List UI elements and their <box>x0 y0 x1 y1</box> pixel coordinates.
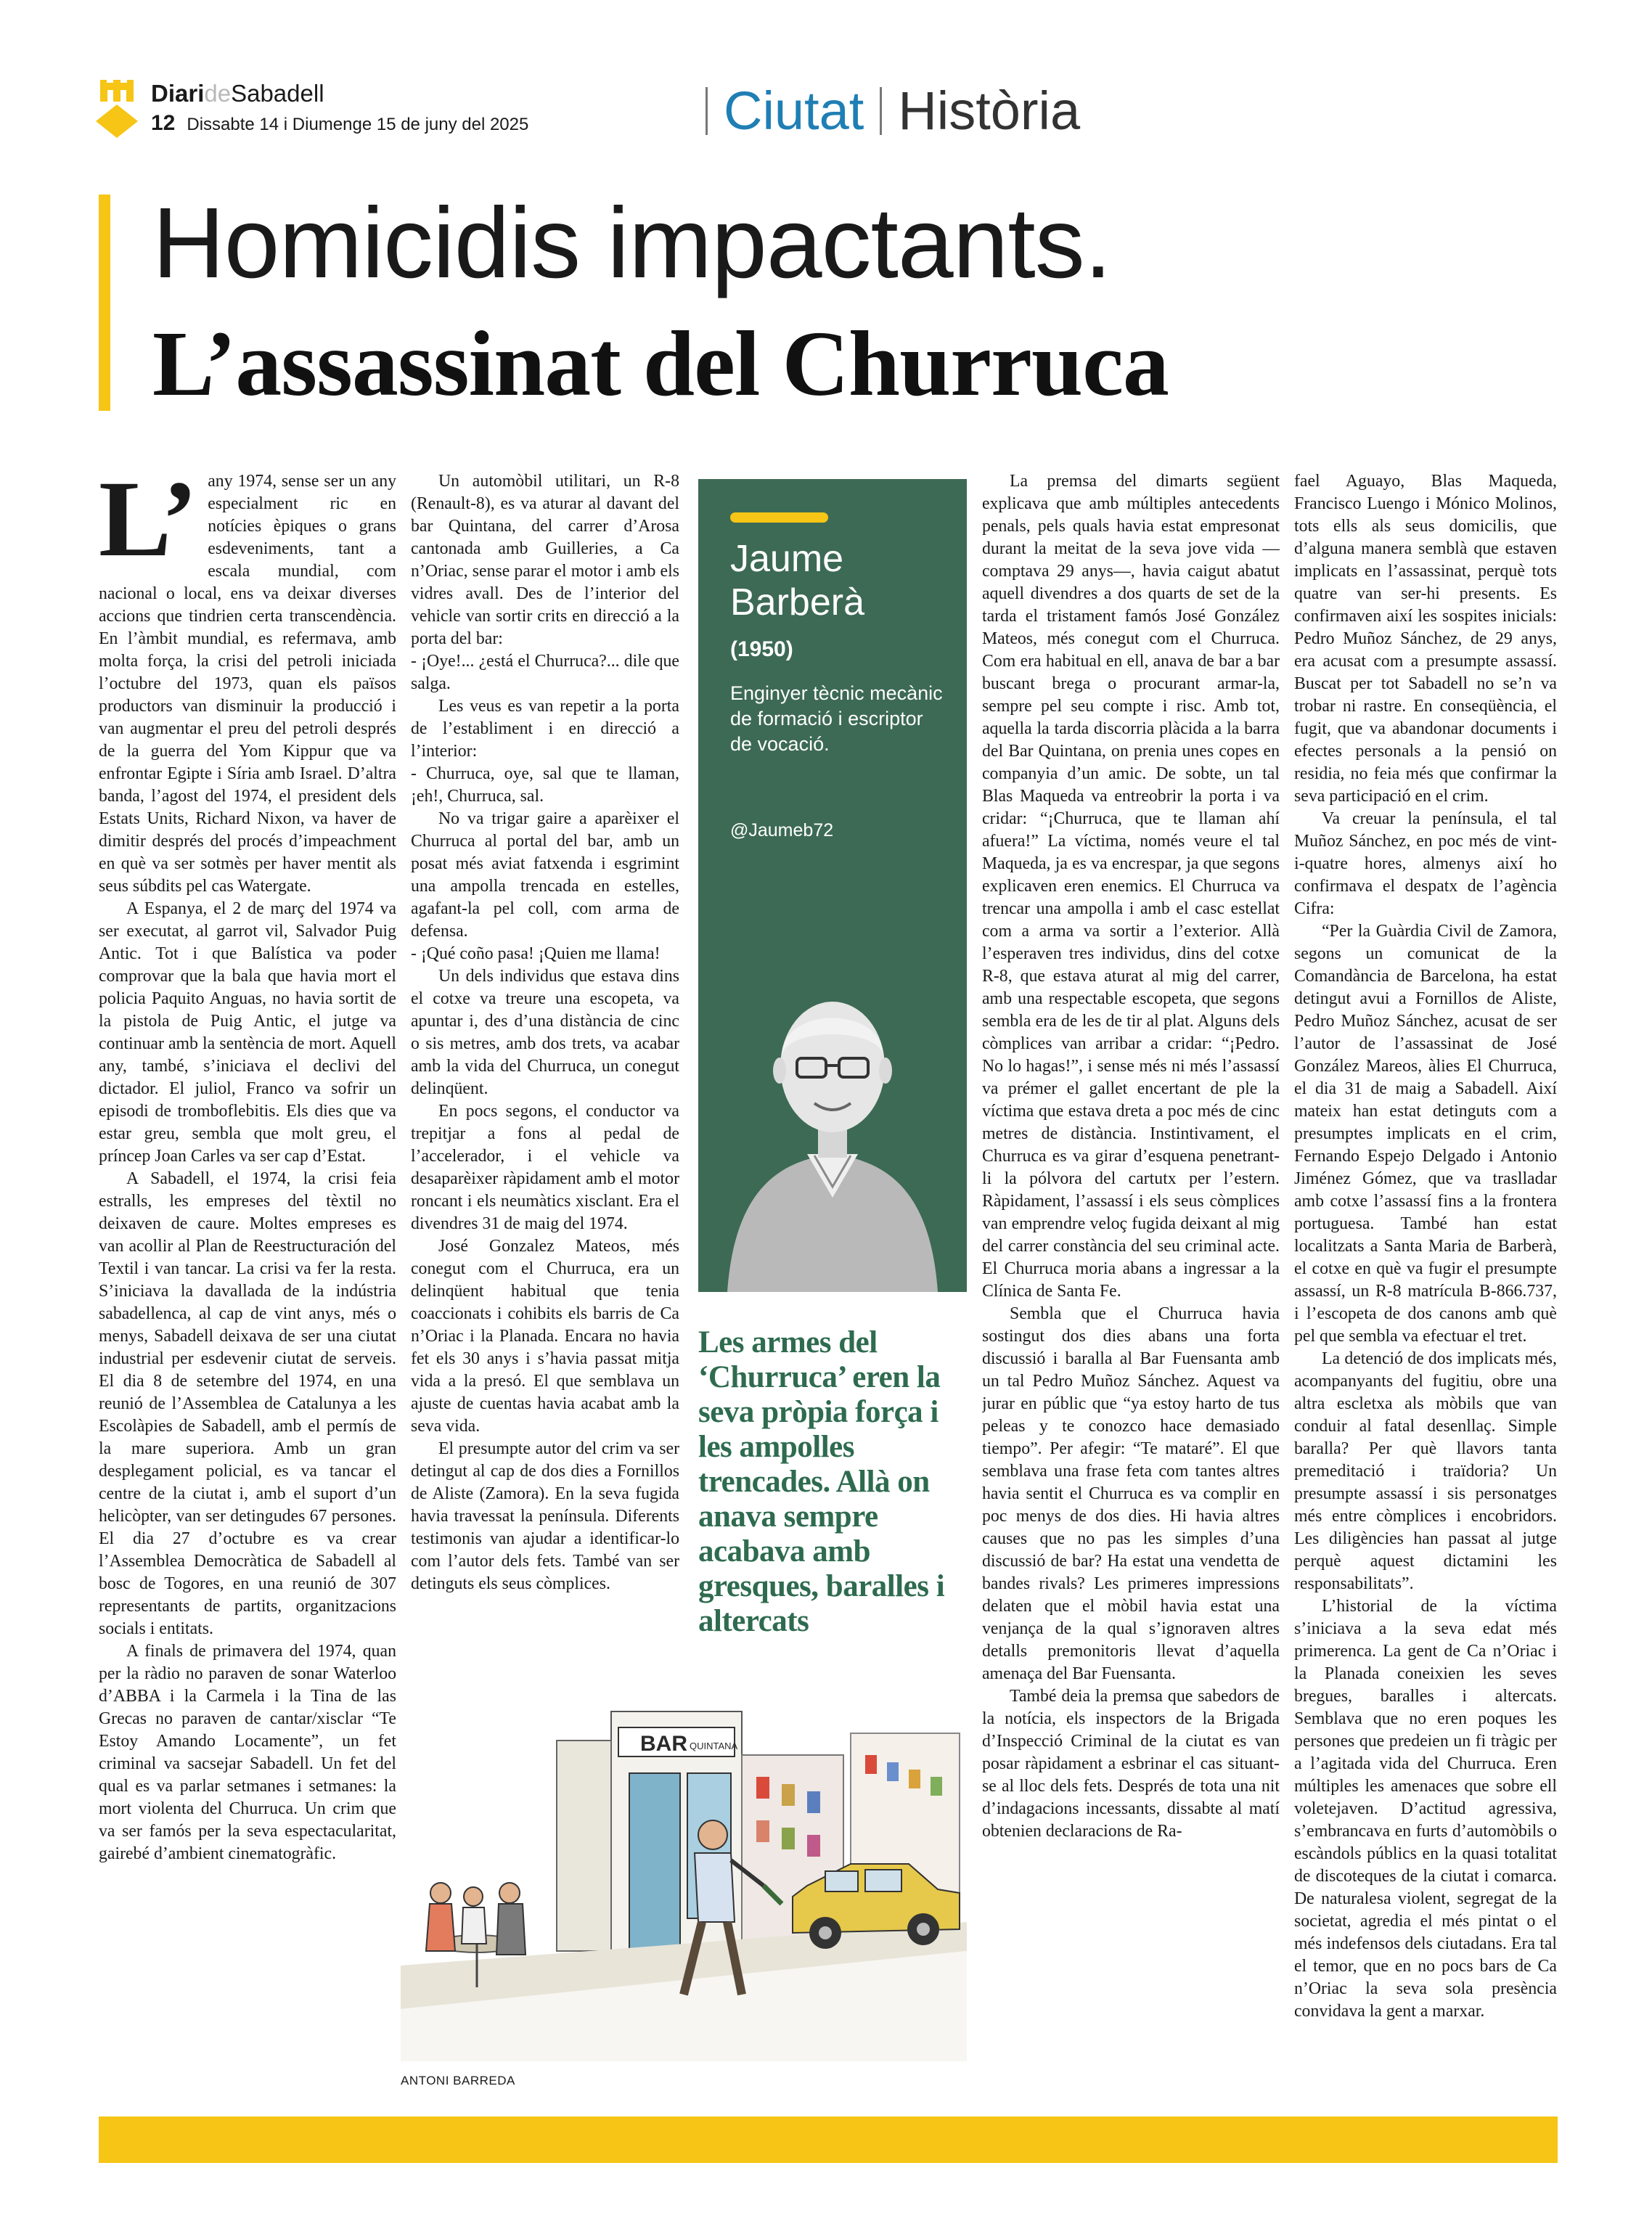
brand-rest: Sabadell <box>231 80 324 107</box>
section-header <box>690 80 1080 142</box>
paragraph: La premsa del dimarts següent explicava que amb múltiples antecedents penals, pels quals havia estat empresonat durant la meitat de la seva jove vida —comptava 29 anys—, havia caigut abatut aquell divendres a dos quarts de set de la tarda el tristament famós José González Mateos, més conegut com el Churruca. Com era habitual en ell, anava de bar a bar buscant brega o procurant armar-la, sempre pel seu compte i risc. Amb tot, aquella la tarda discorria plàcida a la barra del Bar Quintana, on prenia unes copes en companyia d’un amic. De sobte, un tal Blas Maqueda va entreobrir la porta i va cridar: “¡Churruca, que te llaman ahí afuera!” La víctima, només veure el tal Maqueda, ja es va encrespar, ja que segons explicaven eren enemics. El Churruca va trencar una ampolla i amb el casc estellat com a arma va sortir a l’exterior. Allà l’esperaven tres individus, dins del cotxe R-8, que estava aturat al mig del carrer, amb una respectable escopeta, que segons sembla era de les de tir al plat. Alguns dels còmplices van arribar a cridar: “¡Pedro. No lo hagas!”, i sense més ni més l’assassí va prémer el gallet encertant de ple la víctima que estava dreta a poc més de cinc metres de distància. Instintivament, el Churruca es va girar d’esquena penetrant-li la pólvora del cartutx per l’estern. Ràpidament, l’assassí i els seus còmplices van emprendre veloç fugida deixant al mig del carrer constància del seu criminal acte. El Churruca moria abans a ingressar a la Clínica de Santa Fe. <box>982 472 1280 1301</box>
paragraph: La detenció de dos implicats més, acompanyants del fugitiu, obre una altra escletxa als mòbils que van conduir al fatal desenllaç. Simple baralla? Per què llavors tanta premeditació i traïdoria? Un presumpte assassí i sis personatges més entre còmplices i encobridors. Les diligències han passat al jutge perquè aquest dictamini les responsabilitats”. <box>1294 1349 1557 1593</box>
paragraph: Va creuar la península, el tal Muñoz Sánchez, en poc més de vint-i-quatre hores, almenys així ho confirmava el despatx de l’agència Cifra: <box>1294 809 1557 918</box>
dialogue-line: - Churruca, oye, sal que te llaman, ¡eh!, Churruca, sal. <box>411 764 679 806</box>
brand-name <box>151 80 324 107</box>
paragraph: Un dels individus que estava dins el cotxe va treure una escopeta, va apuntar i, des d’una distància de cinc o sis metres, amb dos trets, va acabar amb la vida del Churruca, un conegut delinqüent. <box>411 967 679 1098</box>
article-column-4 <box>982 470 1280 2078</box>
issue-date: Dissabte 14 i Diumenge 15 de juny del 2025 <box>187 115 529 134</box>
section-divider <box>880 87 882 135</box>
dialogue-line: - ¡Oye!... ¿está el Churruca?... dile que salga. <box>411 652 679 693</box>
author-photo <box>698 886 967 1292</box>
page-number: 12 <box>151 111 176 135</box>
paragraph: Les veus es van repetir a la porta de l’establiment i en direcció a l’interior: <box>411 697 679 761</box>
paragraph: fael Aguayo, Blas Maqueda, Francisco Luengo i Mónico Molinos, tots ells als seus domicilis, que d’alguna manera semblà que estaven implicats en l’assassinat, perquè tots quatre van ser-hi presents. Es confirmaven així les sospites inicials: Pedro Muñoz Sánchez, de 29 anys, era acusat com a presumpte assassí. Buscat per tot Sabadell no se’n va trobar ni rastre. En conseqüència, el fugit, que va abandonar documents i efectes personals a la pensió on residia, no feia més que confirmar la seva participació en el crim. <box>1294 472 1557 806</box>
paragraph: José Gonzalez Mateos, més conegut com el Churruca, era un delinqüent habitual que tenia coaccionats i cohibits els barris de Ca n’Oriac i la Planada. Encara no havia fet els 30 anys i s’havia passat mitja vida a la presó. El que semblava un ajuste de cuentas havia acabat amb la seva vida. <box>411 1237 679 1436</box>
dialogue-line: - ¡Qué coño pasa! ¡Quien me llama! <box>411 944 661 963</box>
section-divider <box>706 87 708 135</box>
page-info <box>151 111 528 136</box>
headline-line2: L’assassinat del Churruca <box>152 312 1169 415</box>
article-column-2 <box>411 470 679 1646</box>
paragraph: Un automòbil utilitari, un R-8 (Renault-8), es va aturar al davant del bar Quintana, del carrer d’Arosa cantonada amb Guilleries, a Ca n’Oriac, sense parar el motor i amb els vidres avall. Des de l’interior del vehicle van sortir crits en direcció a la porta del bar: <box>411 472 679 648</box>
subsection-name: Història <box>898 81 1081 141</box>
paragraph: “Per la Guàrdia Civil de Zamora, segons un comunicat de la Comandància de Barcelona, ha estat detingut avui a Fornillos de Aliste, Pedro Muñoz Sánchez, acusat de ser l’autor de l’assassinat de José González Mareos, àlies El Churruca, el dia 31 de maig a Sabadell. Així mateix han estat detinguts com a presumptes implicats en el crim, Fernando Espejo Delgado i Antonio Jiménez Gómez, que va traslladar amb cotxe l’assassí fins a la frontera portuguesa. També han estat localitzats a Santa Maria de Barberà, el cotxe en què va fugir el presumpte assassí, un R-8 matrícula B-866.737, i l’escopeta de dos canons amb què pel que sembla va efectuar el tret. <box>1294 922 1557 1346</box>
author-accent-bar <box>730 512 828 523</box>
article-column-5 <box>1294 470 1557 2078</box>
paragraph: L’historial de la víctima s’iniciava a la seva edat més primerenca. La gent de Ca n’Oriac i la Planada coneixien les seves bregues, baralles i altercats. Semblava que no eren poques les persones que predeien un fi tràgic per a l’agitada vida del Churruca. Eren múltiples les amenaces que sobre ell voletejaven. D’actitud agressiva, s’embrancava en furts d’automòbils o escàndols públics en la quasi totalitat de discoteques de la ciutat i comarca. De naturalesa violent, segregat de la societat, agredia el més pintat o el més indefensos dels ciutadans. Era tal el temor, que en no pocs bars de Ca n’Oriac la seva sola presència convidava la gent a marxar. <box>1294 1597 1557 2021</box>
paragraph: A finals de primavera del 1974, quan per la ràdio no paraven de sonar Waterloo d’ABBA i la Carmela i la Tina de las Grecas no paraven de cantar/xisclar “Te Estoy Amando Locamente”, un fet criminal va sacsejar Sabadell. Un fet del qual es va parlar setmanes i setmanes: la mort violenta del Churruca. Un crim que va ser famós per la seva espectacularitat, gairebé d’ambient cinematogràfic. <box>99 1642 396 1863</box>
paragraph: No va trigar gaire a aparèixer el Churruca al portal del bar, amb un posat més aviat fatxenda i esgrimint una ampolla trencada en estelles, agafant-la pel coll, com arma de defensa. <box>411 809 679 941</box>
author-bio: Enginyer tècnic mecànic de formació i escriptor de vocació. <box>730 682 943 755</box>
paragraph: El presumpte autor del crim va ser detingut al cap de dos dies a Fornillos de Aliste (Zamora). En la seva fugida havia travessat la península. Diferents testimonis van ajudar a identificar-lo com l’autor dels fets. També van ser detinguts els seus còmplices. <box>411 1439 679 1593</box>
paragraph: A Sabadell, el 1974, la crisi feia estralls, les empreses del tèxtil no deixaven de caure. Moltes empreses es van acollir al Plan de Reestructuración del Textil i van tancar. La crisi va fer la resta. S’iniciava la davallada de la indústria sabadellenca, al cap de vint anys, més o menys, Sabadell deixava de ser una ciutat industrial per esdevenir ciutat de serveis. El dia 8 de setembre del 1974, en una reunió de l’Assemblea de Catalunya a les Escolàpies de Sabadell, amb el permís de la mare superiora. Amb un gran desplegament policial, es va tancar el centre de la ciutat i, amb el suport d’un helicòpter, van ser detingudes 67 persones. El dia 27 d’octubre es va crear l’Assemblea Democràtica de Sabadell al bosc de Togores, en una reunió de 307 representants de partits, organitzacions socials i entitats. <box>99 1169 396 1638</box>
brand-bold: Diari <box>151 80 205 107</box>
headline-line1: Homicidis impactants. <box>152 187 1112 299</box>
section-name: Ciutat <box>724 81 864 141</box>
author-box <box>698 479 967 1292</box>
article-column-1 <box>99 470 396 2078</box>
author-first-name: Jaume <box>730 538 844 580</box>
headline-accent-bar <box>99 195 110 411</box>
paragraph: Sembla que el Churruca havia sostingut dos dies abans una forta discussió i baralla al Bar Fuensanta amb un tal Pedro Muñoz Sánchez. Aquest va jurar en públic que “ya estoy harto de tus peleas y te conozco hace demasiado tiempo”. Per afegir: “Te mataré”. El que semblava una frase feta com tantes altres havia sentit el Churruca es va complir en poc menys de dos dies. Hi havia altres causes que no pas les simples d’una discussió de bar? Ha estat una vendetta de bandes rivals? Les primeres impressions delaten que el mòbil havia estat una venjança de la qual s’ignoraven altres detalls premonitoris llevat d’aquella amenaça del Bar Fuensanta. <box>982 1304 1280 1683</box>
illustration-credit: ANTONI BARREDA <box>401 2074 515 2087</box>
bar-quintana-illustration <box>401 1646 967 2061</box>
author-last-name: Barberà <box>730 581 864 623</box>
bar-sign-name: QUINTANA <box>690 1741 738 1751</box>
author-handle: @Jaumeb72 <box>730 820 834 841</box>
brand-light: de <box>204 80 232 107</box>
diari-logo-icon <box>94 80 139 138</box>
bar-sign: BAR <box>640 1732 687 1756</box>
pull-quote: Les armes del ‘Churruca’ eren la seva pròpia força i les ampolles trencades. Allà on anava sempre acabava amb gresques, baralles i altercats <box>698 1325 945 1638</box>
drop-cap: L’ <box>99 470 198 579</box>
author-birth-year: (1950) <box>730 637 793 661</box>
author-name <box>730 537 864 624</box>
footer-accent-bar <box>99 2116 1558 2163</box>
paragraph: A Espanya, el 2 de març del 1974 va ser executat, al garrot vil, Salvador Puig Antic. Tot i que Balística va poder comprovar que la bala que havia mort el policia Paquito Anguas, no havia sortit de la pistola de Puig Antic, el jutge va continuar amb la sentència de mort. Aquell any, també, s’iniciava el declivi del dictador. El juliol, Franco va sofrir un episodi de tromboflebitis. Els dies que va estar greu, sembla que molt greu, el príncep Joan Carles va ser cap d’Estat. <box>99 899 396 1166</box>
paragraph: També deia la premsa que sabedors de la notícia, els inspectors de la Brigada d’Inspecció Criminal de la ciutat es van posar ràpidament a esbrinar el cas situant-se al lloc dels fets. Després de tota una nit d’indagacions incessants, dissabte al matí obtenien declaracions de Ra- <box>982 1687 1280 1841</box>
paragraph: any 1974, sense ser un any especialment ric en notícies èpiques o grans esdeveniments, tant a escala mundial, com nacional o local, ens va deixar diverses accions que tindrien certa transcendència. En l’àmbit mundial, es refermava, amb molta força, la crisi del petroli iniciada l’octubre del 1973, quan els països productors van disminuir la producció i van augmentar el preu del petroli després de la guerra del Yom Kippur que va enfrontar Egipte i Síria amb Israel. D’altra banda, l’agost del 1974, el president dels Estats Units, Richard Nixon, va haver de dimitir després del procés d’impeachment en què va ser sotmès per haver mentit als seus súbdits pel cas Watergate. <box>99 472 396 896</box>
paragraph: En pocs segons, el conductor va trepitjar a fons al pedal de l’accelerador, i el vehicle va desaparèixer ràpidament amb el motor roncant i els neumàtics xisclant. Era el divendres 31 de maig del 1974. <box>411 1102 679 1233</box>
